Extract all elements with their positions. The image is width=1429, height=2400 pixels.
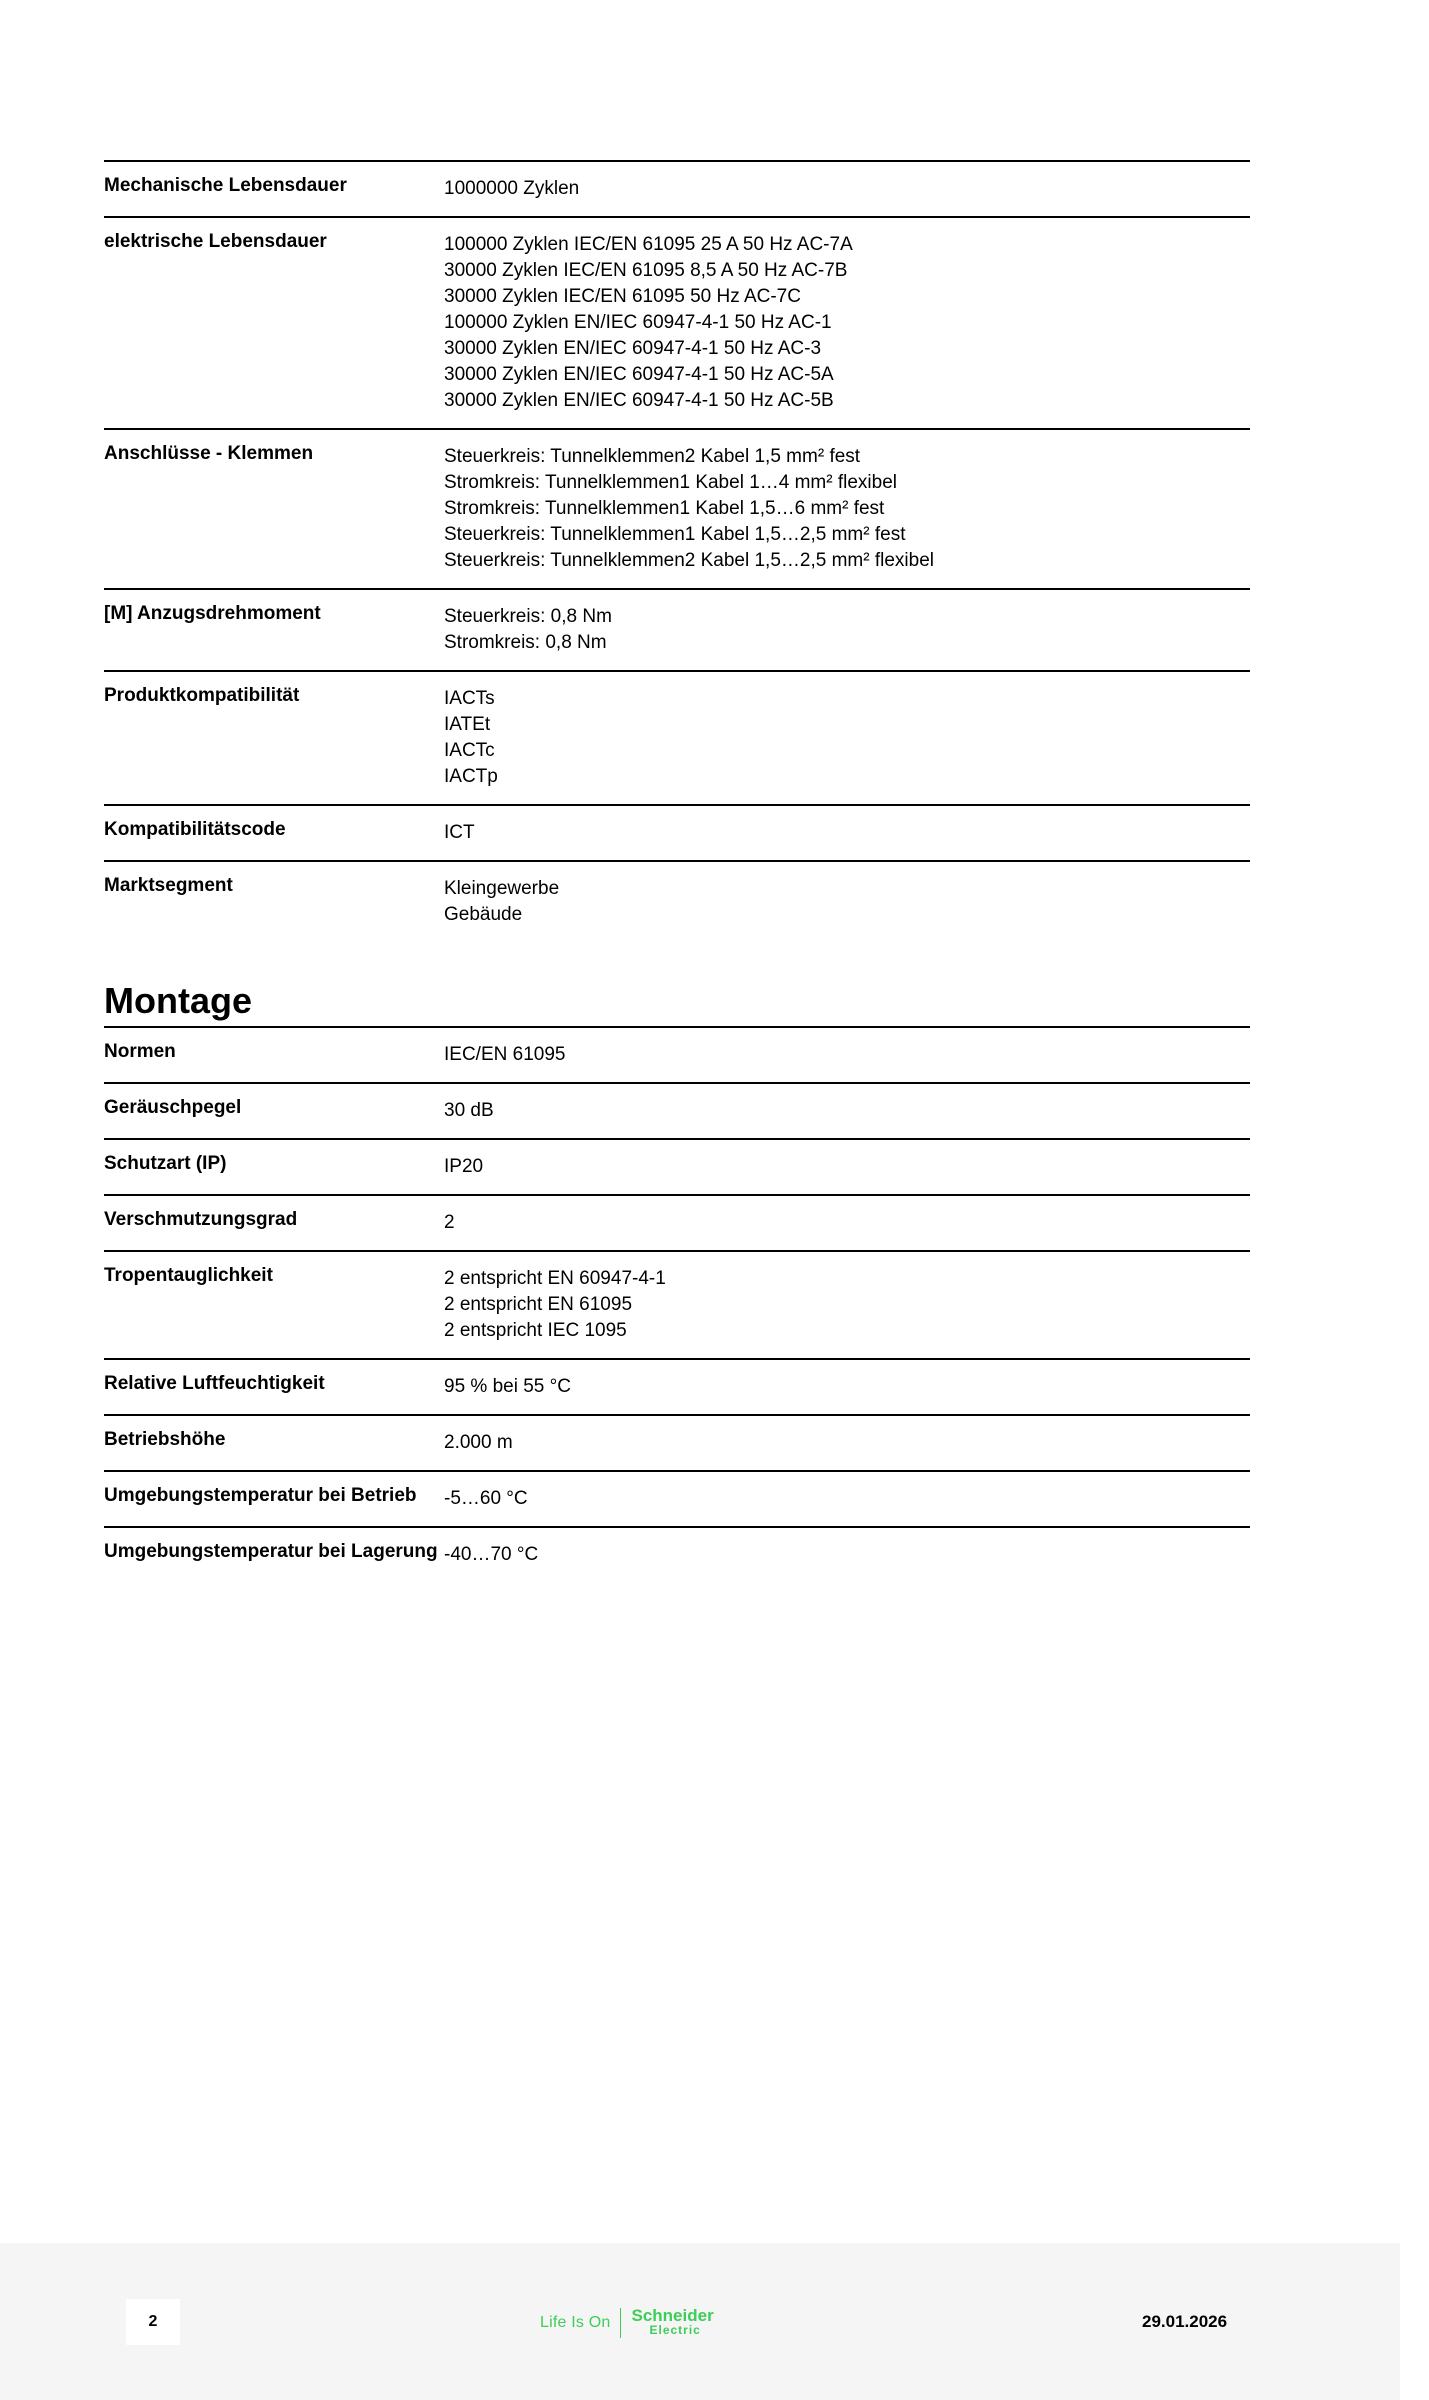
spec-row — [104, 804, 1250, 860]
spec-values — [444, 1151, 1250, 1180]
spec-row — [104, 1026, 1250, 1082]
spec-values — [444, 1427, 1250, 1456]
spec-row — [104, 670, 1250, 804]
spec-values — [444, 1371, 1250, 1400]
spec-value: Steuerkreis: Tunnelklemmen2 Kabel 1,5 mm² fest — [444, 446, 861, 467]
spec-value: 1000000 Zyklen — [444, 178, 580, 199]
spec-label: Schutzart (IP) — [104, 1153, 227, 1174]
spec-label: Produktkompatibilität — [104, 685, 300, 706]
brand-wordmark — [631, 2308, 713, 2338]
spec-label: Verschmutzungsgrad — [104, 1209, 298, 1230]
spec-value: -5…60 °C — [444, 1488, 528, 1509]
footer-date: 29.01.2026 — [1142, 2312, 1228, 2331]
spec-value: 100000 Zyklen EN/IEC 60947-4-1 50 Hz AC-1 — [444, 312, 832, 333]
spec-row — [104, 1358, 1250, 1414]
spec-label: Betriebshöhe — [104, 1429, 226, 1450]
page-footer — [0, 2243, 1400, 2400]
spec-values — [444, 817, 1250, 846]
spec-value: Steuerkreis: 0,8 Nm — [444, 606, 612, 627]
logo-divider — [620, 2308, 621, 2338]
spec-row — [104, 428, 1250, 588]
spec-values — [444, 1095, 1250, 1124]
schneider-logo — [540, 2303, 714, 2343]
spec-value: IACTp — [444, 766, 498, 787]
spec-value: Stromkreis: Tunnelklemmen1 Kabel 1…4 mm² flexibel — [444, 472, 898, 493]
spec-value: Kleingewerbe — [444, 878, 560, 899]
spec-value: 2 entspricht EN 61095 — [444, 1294, 633, 1315]
spec-label: elektrische Lebensdauer — [104, 231, 327, 252]
spec-label: Tropentauglichkeit — [104, 1265, 273, 1286]
spec-table-montage — [104, 1026, 1250, 1582]
spec-value: 30000 Zyklen EN/IEC 60947-4-1 50 Hz AC-5B — [444, 390, 834, 411]
spec-values — [444, 229, 1250, 414]
page-number: 2 — [126, 2299, 180, 2345]
spec-label: Normen — [104, 1041, 176, 1062]
spec-value: IACTs — [444, 688, 495, 709]
spec-values — [444, 873, 1250, 928]
spec-value: 100000 Zyklen IEC/EN 61095 25 A 50 Hz AC-7A — [444, 234, 853, 255]
spec-values — [444, 441, 1250, 574]
spec-value: 30000 Zyklen EN/IEC 60947-4-1 50 Hz AC-3 — [444, 338, 822, 359]
spec-row — [104, 1526, 1250, 1582]
spec-values — [444, 1039, 1250, 1068]
spec-row — [104, 1414, 1250, 1470]
spec-value: 2 entspricht EN 60947-4-1 — [444, 1268, 666, 1289]
spec-row — [104, 160, 1250, 216]
spec-label: Marktsegment — [104, 875, 233, 896]
spec-values — [444, 173, 1250, 202]
spec-values — [444, 683, 1250, 790]
spec-label: Geräuschpegel — [104, 1097, 242, 1118]
section-title-montage: Montage — [104, 980, 252, 1021]
spec-value: 2 entspricht IEC 1095 — [444, 1320, 627, 1341]
spec-label: Relative Luftfeuchtigkeit — [104, 1373, 325, 1394]
spec-value: 30000 Zyklen IEC/EN 61095 8,5 A 50 Hz AC-7B — [444, 260, 848, 281]
spec-value: Stromkreis: 0,8 Nm — [444, 632, 607, 653]
spec-value: 2 — [444, 1212, 455, 1233]
spec-row — [104, 1082, 1250, 1138]
spec-value: 30 dB — [444, 1100, 494, 1121]
spec-values — [444, 1207, 1250, 1236]
spec-value: Stromkreis: Tunnelklemmen1 Kabel 1,5…6 mm² fest — [444, 498, 885, 519]
spec-label: Mechanische Lebensdauer — [104, 175, 347, 196]
spec-values — [444, 1483, 1250, 1512]
spec-label: Umgebungstemperatur bei Betrieb — [104, 1485, 417, 1506]
spec-row — [104, 860, 1250, 942]
spec-value: Steuerkreis: Tunnelklemmen1 Kabel 1,5…2,5 mm² fest — [444, 524, 906, 545]
spec-values — [444, 1263, 1250, 1344]
spec-content — [104, 160, 1250, 1582]
brand-main: Schneider — [631, 2306, 714, 2325]
spec-value: IEC/EN 61095 — [444, 1044, 566, 1065]
spec-value: 2.000 m — [444, 1432, 513, 1453]
spec-row — [104, 1194, 1250, 1250]
spec-value: IATEt — [444, 714, 491, 735]
spec-values — [444, 1539, 1250, 1568]
spec-label: Umgebungstemperatur bei Lagerung — [104, 1541, 438, 1562]
spec-row — [104, 1470, 1250, 1526]
spec-value: IP20 — [444, 1156, 484, 1177]
spec-table-top — [104, 160, 1250, 942]
spec-label: Anschlüsse - Klemmen — [104, 443, 314, 464]
spec-value: 30000 Zyklen IEC/EN 61095 50 Hz AC-7C — [444, 286, 801, 307]
spec-value: -40…70 °C — [444, 1544, 539, 1565]
spec-value: IACTc — [444, 740, 495, 761]
spec-row — [104, 1138, 1250, 1194]
spec-value: Gebäude — [444, 904, 523, 925]
spec-row — [104, 588, 1250, 670]
spec-label: Kompatibilitätscode — [104, 819, 286, 840]
spec-value: 30000 Zyklen EN/IEC 60947-4-1 50 Hz AC-5A — [444, 364, 834, 385]
spec-label: [M] Anzugsdrehmoment — [104, 603, 321, 624]
spec-row — [104, 216, 1250, 428]
spec-values — [444, 601, 1250, 656]
spec-value: ICT — [444, 822, 475, 843]
spec-row — [104, 1250, 1250, 1358]
spec-value: Steuerkreis: Tunnelklemmen2 Kabel 1,5…2,5 mm² flexibel — [444, 550, 935, 571]
spec-value: 95 % bei 55 °C — [444, 1376, 571, 1397]
tagline: Life Is On — [540, 2314, 611, 2331]
brand-sub: Electric — [649, 2323, 701, 2337]
